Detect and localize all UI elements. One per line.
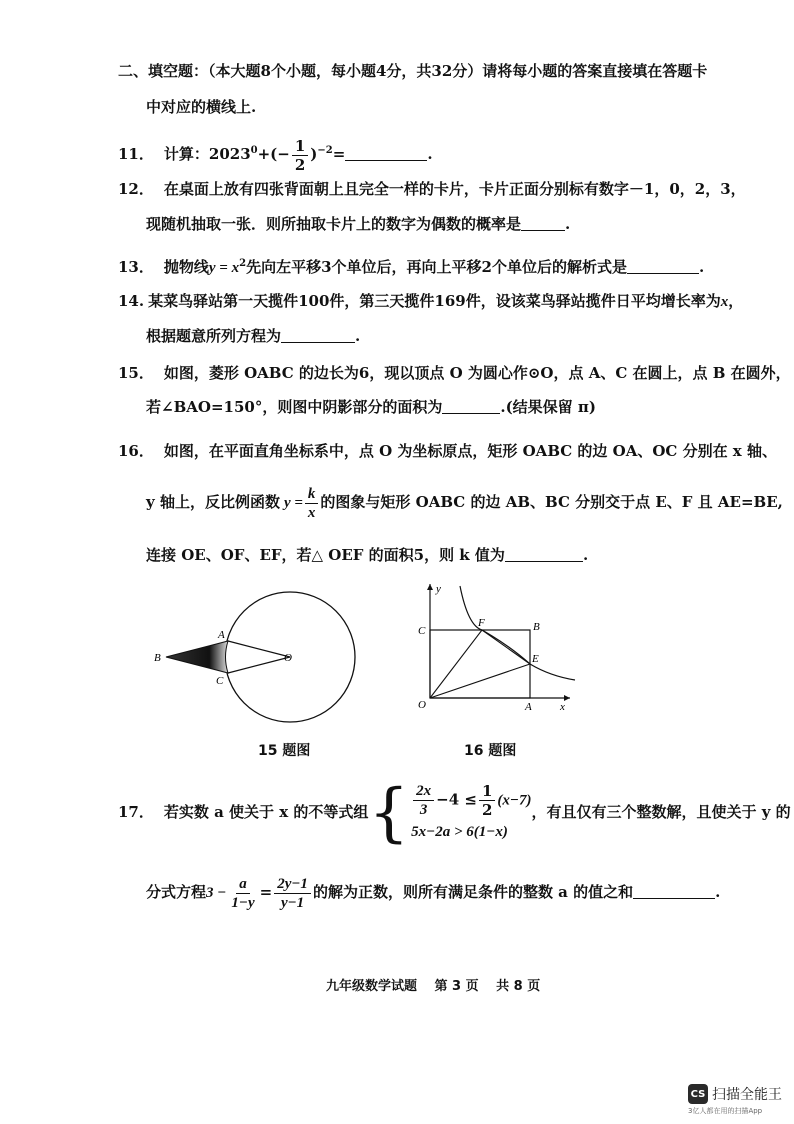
q16-answer-blank[interactable] — [505, 561, 583, 562]
q15-answer-blank[interactable] — [442, 413, 500, 414]
figure-15-caption: 15 题图 — [258, 743, 311, 759]
question-12 — [118, 178, 746, 200]
q11-fraction — [292, 137, 308, 174]
q15-line1: 如图，菱形 OABC 的边长为6，现以顶点 O 为圆心作⊙O，点 A、C 在圆上，点 B 在圆外， — [163, 364, 791, 382]
q11-close: ) — [310, 145, 318, 163]
q16-end: . — [582, 546, 589, 564]
q17-eq-3: 3 − — [206, 885, 227, 901]
segment-of — [430, 630, 482, 698]
q17-eq-frac1 — [228, 875, 257, 912]
q11-exp2: −2 — [317, 145, 333, 156]
figure-15 — [148, 590, 388, 730]
q11-eq: = — [332, 145, 346, 163]
q16-frac-d: x — [307, 504, 316, 521]
q17-line2a: 分式方程 — [146, 883, 207, 901]
q11-prefix: 计算： — [163, 145, 209, 163]
inequality-1 — [411, 782, 531, 819]
q17-eq-frac1-n: a — [236, 875, 250, 894]
figure-16-caption: 16 题图 — [464, 743, 517, 759]
q15-line2b: .(结果保留 π) — [500, 398, 596, 416]
label-e16: E — [532, 653, 539, 665]
question-13 — [118, 253, 704, 279]
q11-base: 2023 — [208, 145, 251, 163]
segment-oe — [430, 664, 530, 698]
q16-fy: y = — [283, 495, 303, 511]
q17-eq-frac1-d: 1−y — [231, 894, 255, 911]
label-y: y — [436, 583, 441, 595]
q13-end: . — [698, 258, 705, 276]
label-a: A — [218, 629, 225, 641]
ineq1-frac2 — [479, 782, 495, 819]
q13-t2: 先向左平移3个单位后，再向上平移2个单位后的解析式是 — [246, 258, 627, 276]
q14-var: x — [720, 294, 729, 310]
q11-exp: 0 — [250, 145, 258, 156]
q11-end: . — [427, 145, 433, 163]
q16-line2b: 的图象与矩形 OABC 的边 AB、BC 分别交于点 E、F 且 AE=BE, — [320, 493, 783, 511]
q16-line2a: y 轴上，反比例函数 — [146, 493, 280, 511]
question-17-line2 — [146, 870, 720, 915]
q13-sup: 2 — [239, 258, 247, 269]
system-brace: { — [368, 776, 410, 850]
q13-eq: y = x — [208, 260, 240, 276]
q13-t1: 抛物线 — [163, 258, 209, 276]
ineq1-frac1-n: 2x — [413, 782, 434, 801]
label-b16: B — [533, 621, 540, 633]
ineq1-frac1-d: 3 — [419, 801, 428, 818]
label-c: C — [216, 675, 224, 687]
q17-answer-blank[interactable] — [633, 898, 715, 899]
q12-line2: 现随机抽取一张．则所抽取卡片上的数字为偶数的概率是 — [146, 215, 522, 233]
label-x: x — [560, 701, 565, 713]
q17-t2: ，有且仅有三个整数解，且使关于 y 的 — [531, 803, 791, 821]
section-title — [118, 60, 707, 82]
page-footer: 九年级数学试题 第 3 页 共 8 页 — [326, 979, 541, 994]
q14-line1: 某菜鸟驿站第一天揽件100件，第三天揽件169件，设该菜鸟驿站揽件日平均增长率为 — [148, 292, 721, 310]
shaded-region — [166, 641, 228, 673]
q12-end: . — [565, 215, 571, 233]
question-14 — [118, 290, 743, 313]
q14-end: . — [355, 327, 361, 345]
question-16-line2 — [146, 482, 783, 523]
q14-line2: 根据题意所列方程为 — [146, 327, 282, 345]
question-17 — [118, 776, 791, 850]
ineq1-frac2-n: 1 — [479, 782, 495, 801]
question-16-line3 — [146, 544, 588, 566]
question-15-line2 — [146, 396, 596, 418]
question-number: 12． — [118, 180, 154, 198]
q17-t1: 若实数 a 使关于 x 的不等式组 — [163, 803, 369, 821]
question-number: 13． — [118, 258, 154, 276]
question-14-line2 — [146, 325, 360, 347]
question-11 — [118, 133, 433, 174]
ineq1-tail: (x−7) — [497, 792, 532, 808]
q17-line2b: 的解为正数，则所有满足条件的整数 a 的值之和 — [312, 883, 634, 901]
label-f16: F — [478, 617, 485, 629]
segment-ao — [228, 641, 290, 657]
q16-fraction — [305, 485, 319, 522]
question-number: 15． — [118, 364, 154, 382]
watermark-subtitle: 3亿人都在用的扫描App — [688, 1107, 763, 1115]
segment-ef — [482, 630, 530, 664]
camscanner-logo-icon: CS — [688, 1084, 708, 1104]
x-axis-arrow — [564, 695, 570, 701]
y-axis-arrow — [427, 584, 433, 590]
inequality-system — [411, 782, 531, 845]
q12-answer-blank[interactable] — [521, 230, 565, 231]
q16-frac-n: k — [305, 485, 319, 504]
q17-eq-frac2-d: y−1 — [280, 894, 305, 911]
q16-line1: 如图，在平面直角坐标系中，点 O 为坐标原点，矩形 OABC 的边 OA、OC 分别在 x 轴、 — [163, 442, 777, 460]
question-12-line2 — [146, 213, 570, 235]
q16-line3: 连接 OE、OF、EF，若△ OEF 的面积5，则 k 值为 — [146, 546, 505, 564]
section-title-cont-text: 中对应的横线上. — [146, 98, 257, 116]
label-c16: C — [418, 625, 426, 637]
q14-comma: ， — [728, 292, 744, 310]
rectangle-oabc — [430, 630, 530, 698]
segment-co — [228, 657, 290, 673]
question-number: 17． — [118, 803, 154, 821]
ineq1-mid: −4 ≤ — [436, 790, 477, 808]
section-title-text: 二、填空题：（本大题8个小题，每小题4分，共32分）请将每小题的答案直接填在答题卡 — [118, 62, 708, 80]
q17-eq-frac2-n: 2y−1 — [274, 875, 311, 894]
question-number: 16． — [118, 442, 154, 460]
q14-answer-blank[interactable] — [281, 342, 355, 343]
inequality-2: 5x−2a > 6(1−x) — [411, 823, 508, 840]
label-o: O — [284, 652, 292, 664]
question-16 — [118, 440, 777, 462]
figure-16 — [410, 578, 580, 718]
ineq1-frac1 — [413, 782, 434, 819]
q12-line1: 在桌面上放有四张背面朝上且完全一样的卡片，卡片正面分别标有数字－1，0，2，3， — [163, 180, 746, 198]
label-a16: A — [525, 701, 532, 713]
q17-eq-frac2 — [274, 875, 311, 912]
label-b: B — [154, 652, 161, 664]
question-15 — [118, 362, 791, 384]
q11-frac-n: 1 — [292, 137, 308, 156]
watermark-brand: 扫描全能王 — [712, 1087, 782, 1103]
q17-end: . — [715, 883, 721, 901]
q11-frac-d: 2 — [294, 155, 306, 174]
question-number: 14. — [118, 292, 145, 310]
q15-line2a: 若∠BAO=150°，则图中阴影部分的面积为 — [146, 398, 443, 416]
label-o16: O — [418, 699, 426, 711]
q17-eq-eq: = — [259, 883, 273, 901]
q11-plus: +(− — [257, 145, 290, 163]
question-number: 11． — [118, 145, 154, 163]
hyperbola — [460, 586, 575, 680]
q11-answer-blank[interactable] — [345, 160, 427, 161]
section-title-cont — [146, 96, 256, 118]
q13-answer-blank[interactable] — [627, 273, 699, 274]
ineq1-frac2-d: 2 — [481, 800, 493, 819]
